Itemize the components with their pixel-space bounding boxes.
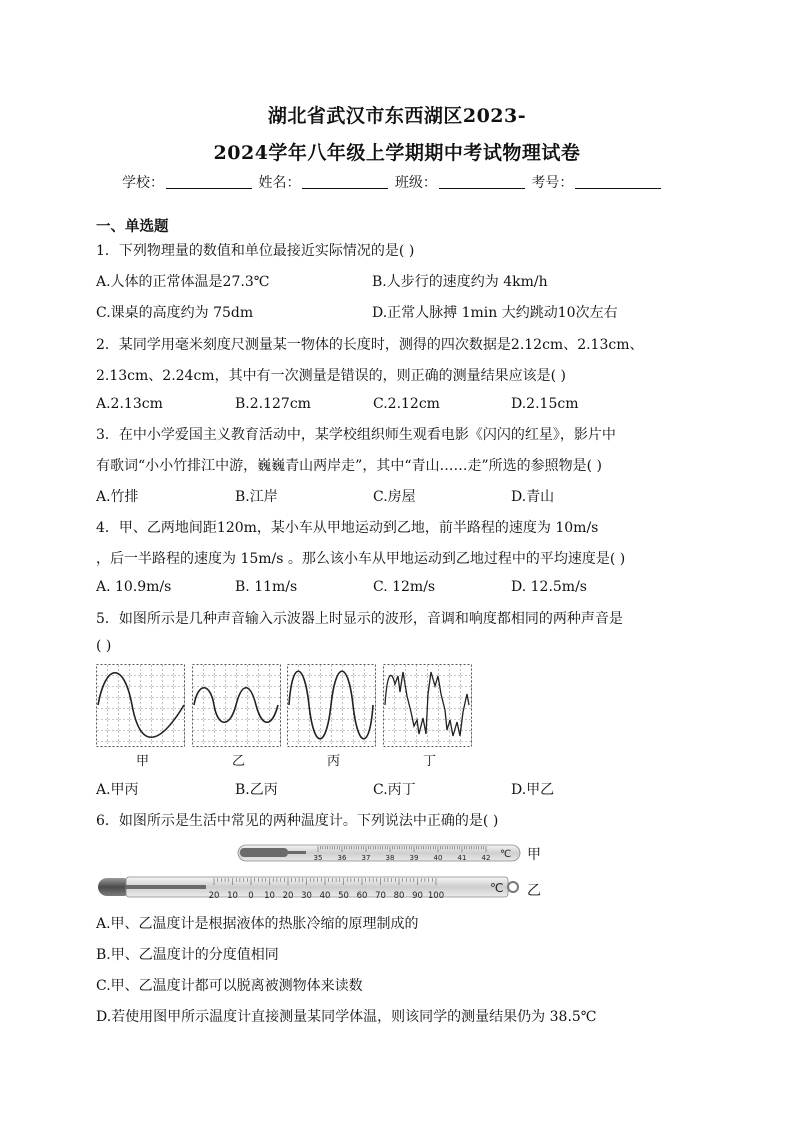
- thermometer-label-yi: 乙: [527, 883, 541, 899]
- lab-scale-number: 20: [282, 891, 294, 901]
- q5-option-d[interactable]: D.甲乙: [511, 782, 555, 798]
- clinical-scale-number: 36: [337, 854, 347, 862]
- section-heading: 一、单选题: [96, 218, 169, 235]
- class-label: 班级：: [394, 175, 437, 191]
- clinical-scale-number: 35: [313, 854, 323, 862]
- q3-option-c[interactable]: C.房屋: [373, 489, 416, 505]
- waveform-jia: [97, 665, 185, 747]
- lab-thermometer-liquid: [126, 885, 206, 889]
- q2-stem-line2: 2.13cm、2.24cm，其中有一次测量是错误的，则正确的测量结果应该是( ): [96, 368, 566, 384]
- q1-option-b[interactable]: B.人步行的速度约为 4km/h: [372, 274, 548, 290]
- q2-option-d[interactable]: D.2.15cm: [511, 396, 579, 412]
- q5-stem-line1: 5．如图所示是几种声音输入示波器上时显示的波形，音调和响度都相同的两种声音是: [96, 611, 623, 627]
- q3-stem-line2: 有歌词“小小竹排江中游，巍巍青山两岸走”，其中“青山……走”所选的参照物是( ): [96, 458, 603, 474]
- lab-scale-number: 10: [227, 891, 238, 901]
- q3-stem-line1: 3．在中小学爱国主义教育活动中，某学校组织师生观看电影《闪闪的红星》，影片中: [96, 427, 616, 443]
- q5-option-a[interactable]: A.甲丙: [96, 782, 139, 798]
- lab-scale-number: 30: [301, 891, 312, 901]
- clinical-scale-number: 38: [385, 854, 395, 862]
- q2-option-c[interactable]: C.2.12cm: [373, 396, 440, 412]
- clinical-thermometer-unit: ℃: [500, 849, 512, 860]
- lab-scale-number: 80: [393, 891, 405, 901]
- clinical-scale-number: 42: [481, 854, 491, 862]
- clinical-scale-number: 40: [433, 854, 443, 862]
- waveform-yi: [193, 665, 281, 747]
- q6-option-a[interactable]: A.甲、乙温度计是根据液体的热胀冷缩的原理制成的: [96, 916, 419, 932]
- lab-scale-number: 50: [338, 891, 349, 901]
- lab-scale-number: 60: [356, 891, 368, 901]
- lab-thermometer-unit: ℃: [490, 881, 504, 895]
- q4-option-d[interactable]: D. 12.5m/s: [511, 579, 587, 595]
- q5-stem-line2: ( ): [96, 638, 112, 654]
- thermometer-label-jia: 甲: [527, 847, 541, 863]
- q5-option-b[interactable]: B.乙丙: [235, 782, 278, 798]
- lab-thermometer-ring: [508, 882, 518, 892]
- clinical-thermometer-bulb: [240, 848, 288, 857]
- q6-option-d[interactable]: D.若使用图甲所示温度计直接测量某同学体温，则该同学的测量结果仍为 38.5℃: [96, 1009, 597, 1025]
- q5-option-c[interactable]: C.丙丁: [373, 782, 416, 798]
- lab-scale-number: 40: [319, 891, 331, 901]
- oscilloscope-waveforms-figure: [96, 664, 476, 748]
- clinical-scale-number: 37: [361, 854, 371, 862]
- lab-scale-number: 70: [375, 891, 386, 901]
- clinical-scale-number: 39: [409, 854, 419, 862]
- q2-option-b[interactable]: B.2.127cm: [235, 396, 311, 412]
- q4-stem-line1: 4．甲、乙两地间距120m，某小车从甲地运动到乙地，前半路程的速度为 10m/s: [96, 520, 599, 536]
- waveform-ding: [384, 665, 472, 747]
- q3-option-b[interactable]: B.江岸: [235, 489, 278, 505]
- exam-title-line2: 2024学年八年级上学期期中考试物理试卷: [213, 142, 581, 164]
- waveform-label-bing: 丙: [327, 754, 341, 769]
- q3-option-d[interactable]: D.青山: [511, 489, 555, 505]
- name-blank[interactable]: [302, 174, 388, 189]
- q1-option-a[interactable]: A.人体的正常体温是27.3℃: [96, 274, 270, 290]
- lab-scale-number: 100: [427, 891, 445, 901]
- school-blank[interactable]: [166, 174, 252, 189]
- school-label: 学校：: [122, 175, 164, 191]
- q3-option-a[interactable]: A.竹排: [96, 489, 139, 505]
- exam-no-blank[interactable]: [575, 174, 661, 189]
- waveform-label-yi: 乙: [232, 754, 246, 769]
- lab-scale-number: 10: [264, 891, 275, 901]
- q1-option-d[interactable]: D.正常人脉搏 1min 大约跳动10次左右: [372, 305, 618, 321]
- clinical-scale-number: 41: [457, 854, 467, 862]
- class-blank[interactable]: [439, 174, 525, 189]
- q4-option-c[interactable]: C. 12m/s: [373, 579, 436, 595]
- clinical-thermometer-figure: [236, 840, 524, 864]
- student-info-row: [122, 172, 663, 192]
- lab-scale-number: 0: [248, 891, 254, 901]
- q2-option-a[interactable]: A.2.13cm: [96, 396, 163, 412]
- q4-option-b[interactable]: B. 11m/s: [235, 579, 298, 595]
- exam-title-line1: 湖北省武汉市东西湖区2023-: [267, 105, 527, 127]
- q1-stem: 1．下列物理量的数值和单位最接近实际情况的是( ): [96, 243, 415, 259]
- q4-stem-line2: ，后一半路程的速度为 15m/s 。那么该小车从甲地运动到乙地过程中的平均速度是( ): [96, 551, 626, 567]
- clinical-thermometer-liquid: [288, 851, 306, 854]
- exam-no-label: 考号：: [531, 175, 574, 191]
- name-label: 姓名：: [258, 175, 301, 191]
- q6-option-b[interactable]: B.甲、乙温度计的分度值相同: [96, 947, 279, 963]
- lab-scale-number: 90: [412, 891, 423, 901]
- q4-option-a[interactable]: A. 10.9m/s: [96, 579, 172, 595]
- waveform-bing: [288, 665, 376, 747]
- q1-option-c[interactable]: C.课桌的高度约为 75dm: [96, 305, 254, 321]
- q6-stem: 6．如图所示是生活中常见的两种温度计。下列说法中正确的是( ): [96, 813, 499, 829]
- waveform-label-jia: 甲: [136, 754, 150, 769]
- lab-scale-number: 20: [208, 891, 220, 901]
- waveform-label-ding: 丁: [423, 754, 437, 769]
- q2-stem-line1: 2．某同学用毫米刻度尺测量某一物体的长度时，测得的四次数据是2.12cm、2.13cm、: [96, 337, 644, 353]
- q6-option-c[interactable]: C.甲、乙温度计都可以脱离被测物体来读数: [96, 978, 363, 994]
- lab-thermometer-figure: [96, 872, 522, 902]
